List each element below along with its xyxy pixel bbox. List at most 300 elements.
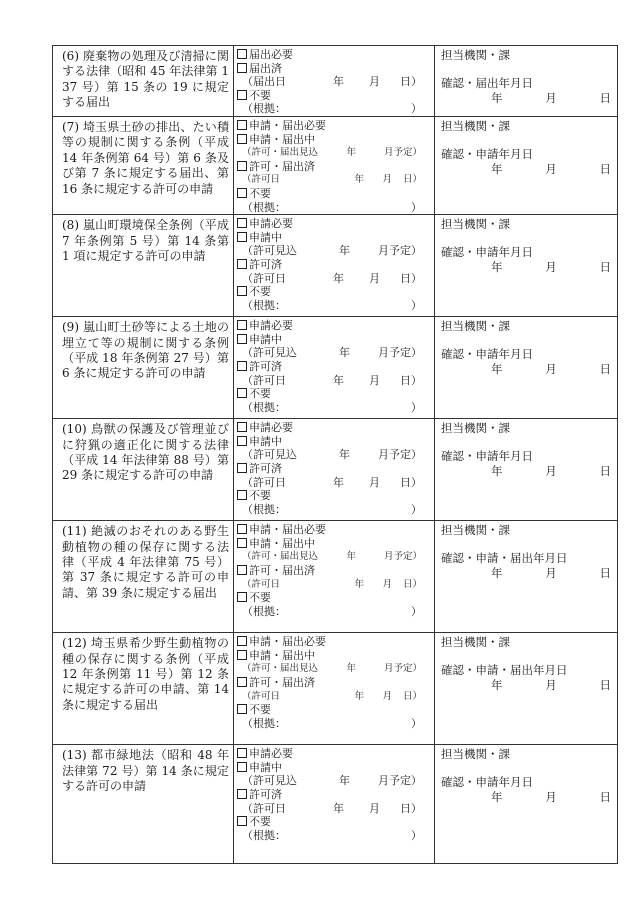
option-line — [237, 374, 432, 388]
month-field[interactable]: 月 — [382, 174, 393, 186]
reason-field[interactable]: ） — [411, 716, 423, 730]
status-options — [234, 46, 434, 116]
confirm-label: 確認・申請年月日 — [441, 775, 534, 790]
checkbox-label: 不要 — [249, 387, 271, 401]
day-field: 日 — [599, 678, 612, 693]
month-planned[interactable]: 月予定） — [384, 147, 423, 159]
year-field[interactable]: 年 — [346, 147, 357, 159]
date-fields — [302, 374, 422, 388]
table-row — [53, 46, 618, 117]
reason-field[interactable]: ） — [411, 200, 423, 214]
confirm-label: 確認・申請・届出年月日 — [441, 551, 568, 566]
table-body — [53, 46, 618, 864]
year-field[interactable]: 年 — [339, 244, 351, 258]
option-checkbox-item[interactable] — [237, 649, 432, 663]
table-row — [53, 419, 618, 521]
checkbox-label: 申請中 — [249, 434, 282, 448]
day-field[interactable]: 日） — [403, 578, 423, 590]
checkbox-label: 申請必要 — [249, 747, 293, 761]
checkbox[interactable] — [237, 388, 247, 398]
expected-fields — [318, 146, 422, 160]
year-field[interactable]: 年 — [333, 75, 345, 89]
confirm-label: 確認・申請年月日 — [441, 347, 534, 362]
month-planned[interactable]: 月予定） — [378, 244, 423, 258]
expected-fields — [304, 346, 422, 360]
reason-field[interactable]: ） — [411, 828, 423, 842]
confirmation-cell — [435, 419, 618, 521]
checkbox[interactable] — [237, 188, 247, 198]
status-cell — [234, 633, 435, 745]
permit-checklist-table — [52, 45, 618, 864]
checkbox-label: 不要 — [249, 591, 271, 605]
year-field[interactable]: 年 — [339, 774, 351, 788]
option-line — [237, 829, 432, 843]
year-field[interactable]: 年 — [333, 801, 345, 815]
reason-field[interactable]: ） — [411, 298, 423, 312]
checkbox-label: 申請必要 — [249, 421, 293, 435]
checkbox[interactable] — [237, 232, 247, 242]
confirmation-block — [435, 117, 617, 177]
year-field: 年 — [491, 362, 503, 377]
day-field[interactable]: 日） — [400, 75, 423, 89]
checkbox-label: 許可・届出済 — [249, 159, 315, 173]
day-field: 日 — [599, 566, 612, 581]
option-line — [237, 578, 432, 592]
confirm-label: 確認・申請年月日 — [441, 245, 534, 260]
option-checkbox-item[interactable] — [237, 564, 432, 578]
status-options — [234, 215, 434, 312]
confirm-date[interactable] — [441, 162, 611, 177]
date-fields — [332, 690, 422, 704]
checkbox-label: 許可済 — [249, 257, 282, 271]
option-checkbox-item[interactable] — [237, 285, 432, 299]
option-checkbox-item[interactable] — [237, 187, 432, 201]
date-prefix: （許可日 — [242, 690, 281, 702]
law-text: (10) 鳥獣の保護及び管理並びに狩猟の適正化に関する法律（平成 14 年法律第 88 号）第 29 条に規定する許可の申請 — [62, 422, 229, 483]
day-field: 日 — [599, 260, 612, 275]
month-field: 月 — [545, 91, 557, 105]
checkbox-label: 不要 — [249, 285, 271, 299]
option-line — [237, 717, 432, 731]
month-planned[interactable]: 月予定） — [384, 551, 423, 563]
reason-prefix: （根拠： — [242, 400, 286, 414]
date-fields — [332, 173, 422, 187]
checkbox-label: 申請必要 — [249, 217, 293, 231]
date-fields — [302, 476, 422, 490]
year-field: 年 — [491, 260, 503, 275]
checkbox[interactable] — [237, 361, 247, 371]
option-checkbox-item[interactable] — [237, 333, 432, 347]
option-checkbox-item[interactable] — [237, 217, 432, 231]
option-checkbox-item[interactable] — [237, 133, 432, 147]
confirm-label: 確認・申請・届出年月日 — [441, 663, 568, 678]
day-field[interactable]: 日） — [403, 174, 423, 186]
checkbox[interactable] — [237, 259, 247, 269]
law-text: (12) 埼玉県希少野生動植物の種の保存に関する条例（平成 12 年条例第 11 号）第 12 条に規定する許可の申請、第 14 条に規定する届出 — [62, 636, 229, 712]
checkbox-label: 申請・届出中 — [249, 536, 315, 550]
law-cell — [53, 215, 234, 317]
agency-label: 担当機関・課 — [441, 319, 511, 334]
confirm-date[interactable] — [441, 790, 611, 805]
option-line — [237, 605, 432, 619]
year-field[interactable]: 年 — [333, 475, 345, 489]
expected-prefix: （許可・届出見込 — [242, 147, 319, 159]
year-field[interactable]: 年 — [333, 271, 345, 285]
option-checkbox-item[interactable] — [237, 788, 432, 802]
checkbox[interactable] — [237, 320, 247, 330]
checkbox[interactable] — [237, 120, 247, 130]
status-options — [234, 419, 434, 516]
table-row — [53, 633, 618, 745]
confirmation-block — [435, 215, 617, 275]
day-field: 日 — [599, 362, 612, 377]
date-fields — [332, 578, 422, 592]
option-line — [237, 401, 432, 415]
date-prefix: （許可日 — [242, 373, 286, 387]
table-row — [53, 117, 618, 215]
law-text: (8) 嵐山町環境保全条例（平成 7 年条例第 5 号）第 14 条第 1 項に規定する許可の申請 — [62, 218, 229, 263]
day-field: 日 — [599, 464, 612, 479]
checkbox-label: 申請・届出中 — [249, 132, 315, 146]
month-planned[interactable]: 月予定） — [378, 448, 423, 462]
checkbox[interactable] — [237, 650, 247, 660]
option-checkbox-item[interactable] — [237, 119, 432, 133]
checkbox-label: 許可・届出済 — [249, 675, 315, 689]
option-line — [237, 550, 432, 564]
checkbox-label: 申請必要 — [249, 319, 293, 333]
checkbox[interactable] — [237, 538, 247, 548]
confirm-date[interactable] — [441, 678, 611, 693]
confirmation-cell — [435, 46, 618, 117]
year-field: 年 — [491, 464, 503, 479]
law-text: (7) 埼玉県土砂の排出、たい積等の規制に関する条例（平成 14 年条例第 64 号）第 6 条及び第 7 条に規定する届出、第 16 条に規定する許可の申請 — [62, 120, 229, 196]
checkbox-label: 申請中 — [249, 230, 282, 244]
status-options — [234, 317, 434, 414]
law-text: (13) 都市緑地法（昭和 48 年法律第 72 号）第 14 条に規定する許可の申請 — [62, 748, 229, 793]
checkbox[interactable] — [237, 161, 247, 171]
checkbox[interactable] — [237, 789, 247, 799]
option-checkbox-item[interactable] — [237, 591, 432, 605]
date-prefix: （許可日 — [242, 174, 281, 186]
status-cell — [234, 46, 435, 117]
checkbox-label: 不要 — [249, 815, 271, 829]
status-options — [234, 521, 434, 618]
expected-prefix: （許可見込 — [242, 346, 297, 360]
status-cell — [234, 317, 435, 419]
option-checkbox-item[interactable] — [237, 258, 432, 272]
checkbox-label: 許可済 — [249, 461, 282, 475]
reason-field[interactable]: ） — [411, 400, 423, 414]
year-field[interactable]: 年 — [339, 346, 351, 360]
law-cell — [53, 419, 234, 521]
month-planned[interactable]: 月予定） — [378, 774, 423, 788]
option-checkbox-item[interactable] — [237, 319, 432, 333]
day-field[interactable]: 日） — [403, 690, 423, 702]
option-line — [237, 503, 432, 517]
month-field: 月 — [545, 464, 557, 479]
confirm-date[interactable] — [441, 91, 611, 106]
option-checkbox-item[interactable] — [237, 635, 432, 649]
agency-label: 担当機関・課 — [441, 523, 511, 538]
confirm-date[interactable] — [441, 362, 611, 377]
checkbox[interactable] — [237, 704, 247, 714]
year-field: 年 — [491, 91, 503, 105]
law-cell — [53, 317, 234, 419]
month-field[interactable]: 月 — [369, 801, 381, 815]
checkbox-label: 不要 — [249, 88, 271, 102]
date-prefix: （許可日 — [242, 475, 286, 489]
expected-fields — [304, 244, 422, 258]
confirmation-block — [435, 521, 617, 581]
option-line — [237, 299, 432, 313]
day-field: 日 — [599, 790, 612, 805]
option-checkbox-item[interactable] — [237, 231, 432, 245]
day-field[interactable]: 日） — [400, 373, 423, 387]
option-line — [237, 201, 432, 215]
confirm-label: 確認・申請年月日 — [441, 147, 534, 161]
year-field[interactable]: 年 — [354, 578, 365, 590]
law-cell — [53, 117, 234, 215]
date-fields — [302, 75, 422, 89]
status-cell — [234, 419, 435, 521]
checkbox-label: 申請・届出必要 — [249, 119, 326, 132]
reason-field[interactable]: ） — [411, 604, 423, 618]
checkbox-label: 申請中 — [249, 332, 282, 346]
checkbox[interactable] — [237, 49, 247, 59]
reason-field[interactable]: ） — [411, 502, 423, 516]
month-field: 月 — [545, 790, 557, 805]
status-cell — [234, 117, 435, 215]
checkbox-label: 申請・届出必要 — [249, 523, 326, 537]
option-line — [237, 75, 432, 89]
expected-fields — [318, 662, 422, 676]
date-prefix: （許可日 — [242, 578, 281, 590]
checkbox-label: 申請中 — [249, 760, 282, 774]
option-checkbox-item[interactable] — [237, 387, 432, 401]
checkbox[interactable] — [237, 422, 247, 432]
confirm-date[interactable] — [441, 566, 611, 581]
checkbox[interactable] — [237, 436, 247, 446]
checkbox[interactable] — [237, 524, 247, 534]
option-checkbox-item[interactable] — [237, 160, 432, 174]
month-field[interactable]: 月 — [369, 271, 381, 285]
date-prefix: （許可日 — [242, 801, 286, 815]
expected-prefix: （許可見込 — [242, 774, 297, 788]
month-field: 月 — [545, 260, 557, 275]
checkbox[interactable] — [237, 592, 247, 602]
option-checkbox-item[interactable] — [237, 537, 432, 551]
confirmation-block — [435, 745, 617, 805]
year-field[interactable]: 年 — [339, 448, 351, 462]
checkbox-label: 不要 — [249, 186, 271, 200]
month-field: 月 — [545, 678, 557, 693]
day-field[interactable]: 日） — [400, 801, 423, 815]
expected-fields — [318, 550, 422, 564]
law-cell — [53, 633, 234, 745]
law-text: (11) 絶滅のおそれのある野生動植物の種の保存に関する法律（平成 4 年法律第 75 号）第 37 条に規定する許可の申請、第 39 条に規定する届出 — [62, 524, 229, 600]
law-text: (6) 廃棄物の処理及び清掃に関する法律（昭和 45 年法律第 137 号）第 15 条の 19 に規定する届出 — [62, 49, 229, 110]
law-text: (9) 嵐山町土砂等による土地の埋立て等の規制に関する条例（平成 18 年条例第 27 号）第 6 条に規定する許可の申請 — [62, 320, 229, 381]
option-checkbox-item[interactable] — [237, 89, 432, 103]
option-checkbox-item[interactable] — [237, 747, 432, 761]
day-field[interactable]: 日） — [400, 271, 423, 285]
expected-prefix: （許可・届出見込 — [242, 663, 319, 675]
reason-prefix: （根拠： — [242, 604, 286, 618]
checkbox-label: 不要 — [249, 703, 271, 717]
month-field[interactable]: 月 — [369, 75, 381, 89]
checkbox[interactable] — [237, 334, 247, 344]
option-line — [237, 690, 432, 704]
option-checkbox-item[interactable] — [237, 815, 432, 829]
year-field[interactable]: 年 — [333, 373, 345, 387]
agency-label: 担当機関・課 — [441, 217, 511, 232]
date-prefix: （届出日 — [242, 75, 286, 89]
month-planned[interactable]: 月予定） — [378, 346, 423, 360]
agency-label: 担当機関・課 — [441, 747, 511, 762]
confirmation-block — [435, 633, 617, 693]
option-checkbox-item[interactable] — [237, 435, 432, 449]
checkbox[interactable] — [237, 463, 247, 473]
checkbox[interactable] — [237, 762, 247, 772]
status-options — [234, 745, 434, 842]
reason-prefix: （根拠： — [242, 828, 286, 842]
year-field[interactable]: 年 — [346, 663, 357, 675]
option-checkbox-item[interactable] — [237, 421, 432, 435]
day-field: 日 — [599, 91, 612, 105]
checkbox[interactable] — [237, 565, 247, 575]
month-field[interactable]: 月 — [382, 690, 393, 702]
confirmation-cell — [435, 745, 618, 864]
month-field[interactable]: 月 — [369, 475, 381, 489]
option-checkbox-item[interactable] — [237, 48, 432, 62]
checkbox-label: 許可・届出済 — [249, 563, 315, 577]
option-checkbox-item[interactable] — [237, 703, 432, 717]
reason-prefix: （根拠： — [242, 716, 286, 730]
confirmation-cell — [435, 521, 618, 633]
option-checkbox-item[interactable] — [237, 360, 432, 374]
checkbox[interactable] — [237, 636, 247, 646]
confirmation-block — [435, 317, 617, 377]
checkbox[interactable] — [237, 816, 247, 826]
confirmation-cell — [435, 117, 618, 215]
table-row — [53, 521, 618, 633]
reason-prefix: （根拠： — [242, 102, 286, 116]
confirm-label: 確認・届出年月日 — [441, 76, 534, 90]
option-line — [237, 476, 432, 490]
year-field[interactable]: 年 — [354, 174, 365, 186]
status-cell — [234, 215, 435, 317]
expected-fields — [304, 774, 422, 788]
year-field: 年 — [491, 678, 503, 693]
law-cell — [53, 46, 234, 117]
checkbox-label: 許可済 — [249, 359, 282, 373]
option-checkbox-item[interactable] — [237, 761, 432, 775]
agency-label: 担当機関・課 — [441, 48, 511, 62]
checkbox-label: 届出必要 — [249, 48, 293, 61]
checkbox[interactable] — [237, 748, 247, 758]
checkbox[interactable] — [237, 677, 247, 687]
date-fields — [302, 802, 422, 816]
table-row — [53, 317, 618, 419]
confirmation-cell — [435, 215, 618, 317]
agency-label: 担当機関・課 — [441, 635, 511, 650]
option-line — [237, 662, 432, 676]
law-cell — [53, 521, 234, 633]
confirm-date[interactable] — [441, 260, 611, 275]
expected-fields — [304, 448, 422, 462]
status-options — [234, 117, 434, 214]
date-prefix: （許可日 — [242, 271, 286, 285]
month-planned[interactable]: 月予定） — [384, 663, 423, 675]
option-checkbox-item[interactable] — [237, 489, 432, 503]
table-row — [53, 215, 618, 317]
month-field: 月 — [545, 162, 557, 176]
option-checkbox-item[interactable] — [237, 62, 432, 76]
confirmation-cell — [435, 633, 618, 745]
option-checkbox-item[interactable] — [237, 523, 432, 537]
day-field[interactable]: 日） — [400, 475, 423, 489]
expected-prefix: （許可・届出見込 — [242, 551, 319, 563]
option-line — [237, 146, 432, 160]
confirmation-block — [435, 46, 617, 106]
confirm-label: 確認・申請年月日 — [441, 449, 534, 464]
month-field[interactable]: 月 — [369, 373, 381, 387]
option-line — [237, 448, 432, 462]
option-line — [237, 272, 432, 286]
option-checkbox-item[interactable] — [237, 462, 432, 476]
reason-prefix: （根拠： — [242, 298, 286, 312]
year-field: 年 — [491, 790, 503, 805]
checkbox[interactable] — [237, 90, 247, 100]
law-cell — [53, 745, 234, 864]
checkbox-label: 不要 — [249, 489, 271, 503]
confirmation-block — [435, 419, 617, 479]
option-line — [237, 802, 432, 816]
checkbox-label: 申請・届出必要 — [249, 635, 326, 649]
option-line — [237, 774, 432, 788]
month-field[interactable]: 月 — [382, 578, 393, 590]
month-field: 月 — [545, 566, 557, 581]
checkbox[interactable] — [237, 490, 247, 500]
checkbox[interactable] — [237, 286, 247, 296]
status-cell — [234, 521, 435, 633]
month-field: 月 — [545, 362, 557, 377]
year-field[interactable]: 年 — [354, 690, 365, 702]
year-field[interactable]: 年 — [346, 551, 357, 563]
option-line — [237, 346, 432, 360]
reason-prefix: （根拠： — [242, 502, 286, 516]
reason-prefix: （根拠： — [242, 200, 286, 214]
reason-field[interactable]: ） — [411, 102, 423, 116]
confirmation-cell — [435, 317, 618, 419]
option-checkbox-item[interactable] — [237, 676, 432, 690]
day-field: 日 — [599, 162, 612, 176]
checkbox-label: 届出済 — [249, 61, 282, 75]
expected-prefix: （許可見込 — [242, 448, 297, 462]
status-cell — [234, 745, 435, 864]
checkbox[interactable] — [237, 63, 247, 73]
table-row — [53, 745, 618, 864]
confirm-date[interactable] — [441, 464, 611, 479]
checkbox[interactable] — [237, 134, 247, 144]
date-fields — [302, 272, 422, 286]
option-line — [237, 173, 432, 187]
year-field: 年 — [491, 162, 503, 176]
checkbox[interactable] — [237, 218, 247, 228]
status-options — [234, 633, 434, 730]
checkbox-label: 許可済 — [249, 787, 282, 801]
expected-prefix: （許可見込 — [242, 244, 297, 258]
